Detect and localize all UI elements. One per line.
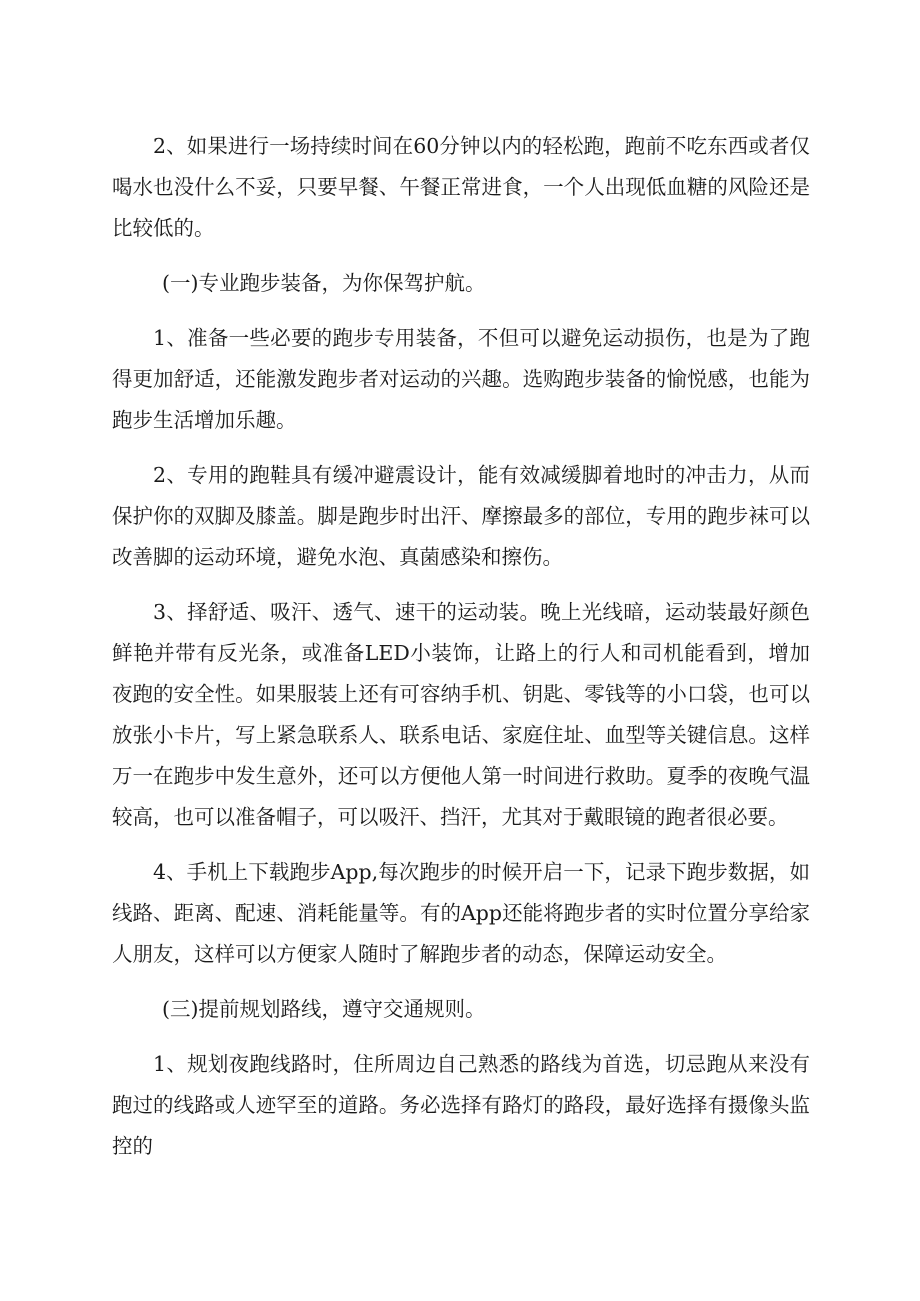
section-heading-route: (三)提前规划路线，遵守交通规则。: [162, 997, 486, 1021]
paragraph-low-blood-sugar: 2、如果进行一场持续时间在60分钟以内的轻松跑，跑前不吃东西或者仅喝水也没什么不妥，只要早餐、午餐正常进食，一个人出现低血糖的风险还是比较低的。: [112, 134, 810, 240]
section-heading-equipment: (一)专业跑步装备，为你保驾护航。: [162, 271, 486, 295]
paragraph-sportswear: 3、择舒适、吸汗、透气、速干的运动装。晚上光线暗，运动装最好颜色鲜艳并带有反光条，或准备LED小装饰，让路上的行人和司机能看到，增加夜跑的安全性。如果服装上还有可容纳手机、钥匙、零钱等的小口袋，也可以放张小卡片，写上紧急联系人、联系电话、家庭住址、血型等关键信息。这样万一在跑步中发生意外，还可以方便他人第一时间进行救助。夏季的夜晚气温较高，也可以准备帽子，可以吸汗、挡汗，尤其对于戴眼镜的跑者很必要。: [112, 600, 810, 829]
document-body: [112, 126, 810, 1181]
paragraph-plan-route: 1、规划夜跑线路时，住所周边自己熟悉的路线为首选，切忌跑从来没有跑过的线路或人迹罕至的道路。务必选择有路灯的路段，最好选择有摄像头监控的: [112, 1052, 810, 1158]
paragraph-running-shoes: 2、专用的跑鞋具有缓冲避震设计，能有效减缓脚着地时的冲击力，从而保护你的双脚及膝盖。脚是跑步时出汗、摩擦最多的部位，专用的跑步袜可以改善脚的运动环境，避免水泡、真菌感染和擦伤。: [112, 463, 810, 569]
paragraph-running-app: 4、手机上下载跑步App,每次跑步的时候开启一下，记录下跑步数据，如线路、距离、配速、消耗能量等。有的App还能将跑步者的实时位置分享给家人朋友，这样可以方便家人随时了解跑步者的动态，保障运动安全。: [112, 860, 810, 966]
paragraph-prepare-equipment: 1、准备一些必要的跑步专用装备，不但可以避免运动损伤，也是为了跑得更加舒适，还能激发跑步者对运动的兴趣。选购跑步装备的愉悦感，也能为跑步生活增加乐趣。: [112, 326, 810, 432]
